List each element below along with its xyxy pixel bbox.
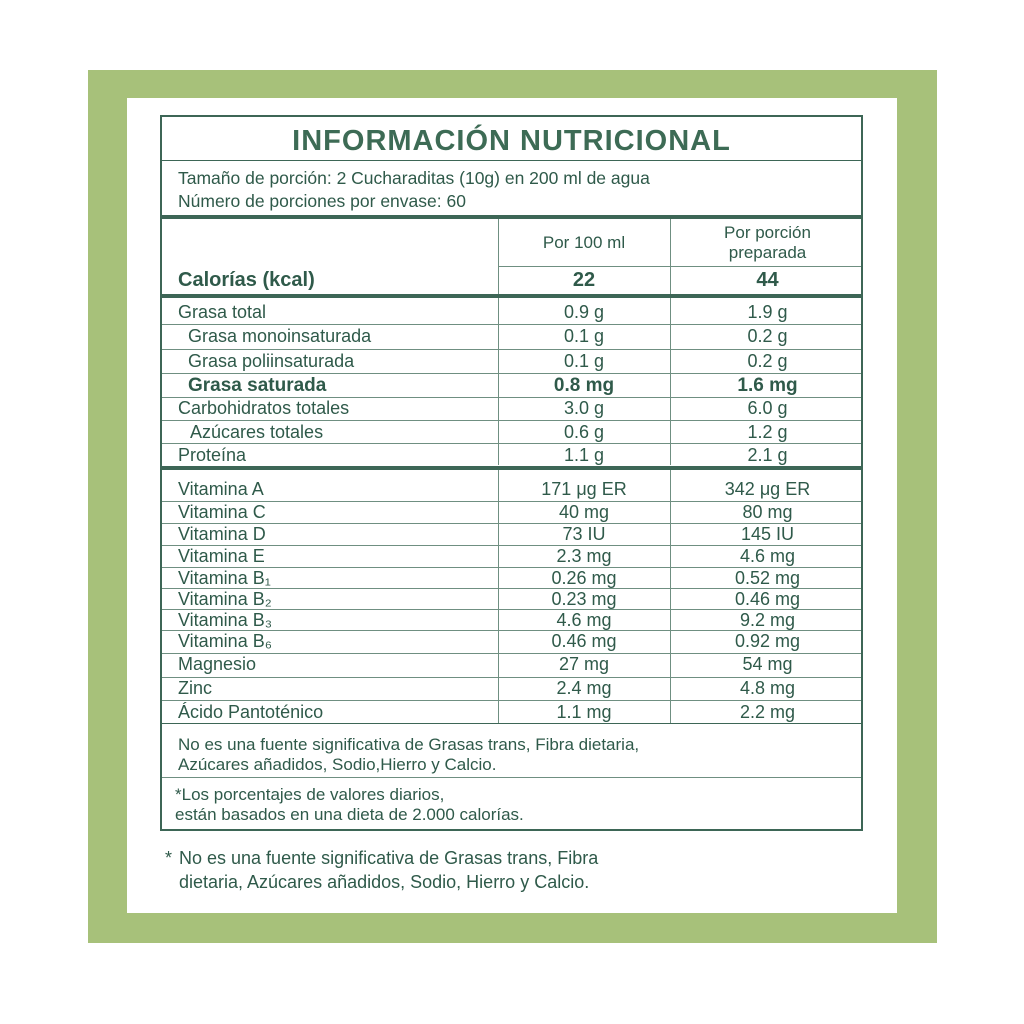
calories-per-serving: 44 bbox=[756, 269, 779, 291]
footnote-text bbox=[179, 846, 598, 894]
nutrient-per100: 0.8 mg bbox=[553, 375, 615, 396]
not-significant-note bbox=[178, 735, 639, 775]
nutrient-label: Zinc bbox=[178, 678, 213, 698]
nutrient-per100: 0.23 mg bbox=[551, 589, 617, 609]
nutrient-per100: 3.0 g bbox=[563, 398, 605, 418]
panel-title: INFORMACIÓN NUTRICIONAL bbox=[292, 125, 731, 157]
nutrient-per-serving: 54 mg bbox=[742, 654, 793, 674]
nutrient-label: Proteína bbox=[178, 445, 247, 465]
footnote-line: dietaria, Azúcares añadidos, Sodio, Hierro y Calcio. bbox=[179, 872, 590, 892]
nutrient-per-serving: 80 mg bbox=[742, 502, 793, 522]
nutrient-label: Carbohidratos totales bbox=[178, 398, 350, 418]
column-header-per100: Por 100 ml bbox=[542, 233, 626, 252]
nutrition-panel bbox=[160, 115, 863, 831]
servings-per-container: Número de porciones por envase: 60 bbox=[178, 191, 466, 211]
note-line: están basados en una dieta de 2.000 calorías. bbox=[175, 805, 524, 824]
nutrient-label: Grasa poliinsaturada bbox=[188, 351, 355, 371]
row-rule bbox=[162, 723, 861, 724]
note-line: No es una fuente significativa de Grasas trans, Fibra dietaria, bbox=[178, 735, 640, 754]
note-line: *Los porcentajes de valores diarios, bbox=[175, 785, 445, 804]
nutrient-per100: 0.26 mg bbox=[551, 568, 617, 588]
nutrient-label: Ácido Pantoténico bbox=[178, 702, 324, 722]
nutrient-per100: 73 IU bbox=[562, 524, 606, 544]
column-header-line: preparada bbox=[728, 243, 807, 262]
column-header-line: Por porción bbox=[724, 223, 811, 242]
calories-label: Calorías (kcal) bbox=[178, 269, 315, 291]
nutrient-label: Vitamina A bbox=[178, 479, 264, 499]
footnote-line: No es una fuente significativa de Grasas trans, Fibra bbox=[179, 848, 599, 868]
nutrient-per100: 0.6 g bbox=[563, 422, 605, 442]
nutrient-label: Vitamina B₆ bbox=[178, 631, 272, 651]
nutrient-label: Magnesio bbox=[178, 654, 257, 674]
row-rule bbox=[162, 443, 861, 444]
nutrient-per100: 40 mg bbox=[558, 502, 610, 522]
nutrient-per100: 1.1 g bbox=[563, 445, 605, 465]
nutrient-label: Grasa total bbox=[178, 302, 267, 322]
nutrient-per100: 27 mg bbox=[558, 654, 610, 674]
nutrient-per-serving: 2.1 g bbox=[747, 445, 788, 465]
nutrient-label: Vitamina B₃ bbox=[178, 610, 273, 630]
nutrient-per100: 4.6 mg bbox=[556, 610, 612, 630]
nutrient-per100: 0.1 g bbox=[563, 351, 605, 371]
row-rule bbox=[162, 700, 861, 701]
footnote bbox=[165, 846, 598, 894]
nutrient-per-serving: 0.46 mg bbox=[734, 589, 801, 609]
nutrient-per-serving: 2.2 mg bbox=[739, 702, 796, 722]
header-rule bbox=[498, 266, 861, 267]
nutrient-per-serving: 0.2 g bbox=[747, 326, 788, 346]
nutrient-label: Vitamina B₂ bbox=[178, 589, 272, 609]
row-rule bbox=[162, 349, 861, 350]
column-header-per-serving bbox=[670, 223, 865, 263]
nutrient-per-serving: 9.2 mg bbox=[739, 610, 796, 630]
nutrient-per-serving: 145 IU bbox=[740, 524, 795, 544]
nutrient-per-serving: 1.6 mg bbox=[737, 375, 798, 396]
nutrient-per100: 2.3 mg bbox=[556, 546, 612, 566]
footnote-asterisk: * bbox=[165, 848, 173, 868]
nutrient-label: Vitamina D bbox=[178, 524, 266, 544]
nutrient-per-serving: 342 μg ER bbox=[724, 479, 811, 499]
divider-thick bbox=[162, 215, 861, 219]
nutrient-per-serving: 6.0 g bbox=[747, 398, 788, 418]
row-rule bbox=[162, 420, 861, 421]
serving-info bbox=[178, 167, 650, 213]
nutrient-label: Vitamina C bbox=[178, 502, 266, 522]
nutrient-per-serving: 1.2 g bbox=[747, 422, 788, 442]
row-rule bbox=[162, 373, 861, 374]
nutrient-label: Grasa monoinsaturada bbox=[188, 326, 372, 346]
divider-thick bbox=[162, 466, 861, 470]
nutrient-per-serving: 4.6 mg bbox=[739, 546, 796, 566]
serving-size: Tamaño de porción: 2 Cucharaditas (10g) en 200 ml de agua bbox=[178, 168, 650, 188]
title-divider bbox=[162, 160, 861, 161]
nutrient-label: Azúcares totales bbox=[190, 422, 324, 442]
nutrient-per100: 0.9 g bbox=[563, 302, 605, 322]
nutrient-label: Vitamina E bbox=[178, 546, 265, 566]
nutrient-per-serving: 4.8 mg bbox=[739, 678, 796, 698]
daily-values-note bbox=[175, 785, 524, 825]
row-rule bbox=[162, 324, 861, 325]
nutrient-per-serving: 0.92 mg bbox=[734, 631, 801, 651]
calories-per100: 22 bbox=[572, 269, 596, 291]
nutrient-per100: 1.1 mg bbox=[556, 702, 612, 722]
nutrient-per-serving: 0.2 g bbox=[747, 351, 788, 371]
row-rule bbox=[162, 777, 861, 778]
nutrient-label: Vitamina B₁ bbox=[178, 568, 271, 588]
divider-thick bbox=[162, 294, 861, 298]
nutrient-per-serving: 1.9 g bbox=[747, 302, 788, 322]
note-line: Azúcares añadidos, Sodio,Hierro y Calcio. bbox=[178, 755, 497, 774]
nutrient-per-serving: 0.52 mg bbox=[734, 568, 801, 588]
nutrient-per100: 2.4 mg bbox=[556, 678, 612, 698]
nutrient-per100: 0.1 g bbox=[563, 326, 605, 346]
nutrient-label: Grasa saturada bbox=[188, 375, 327, 396]
nutrient-per100: 171 μg ER bbox=[541, 479, 627, 499]
nutrient-per100: 0.46 mg bbox=[551, 631, 617, 651]
